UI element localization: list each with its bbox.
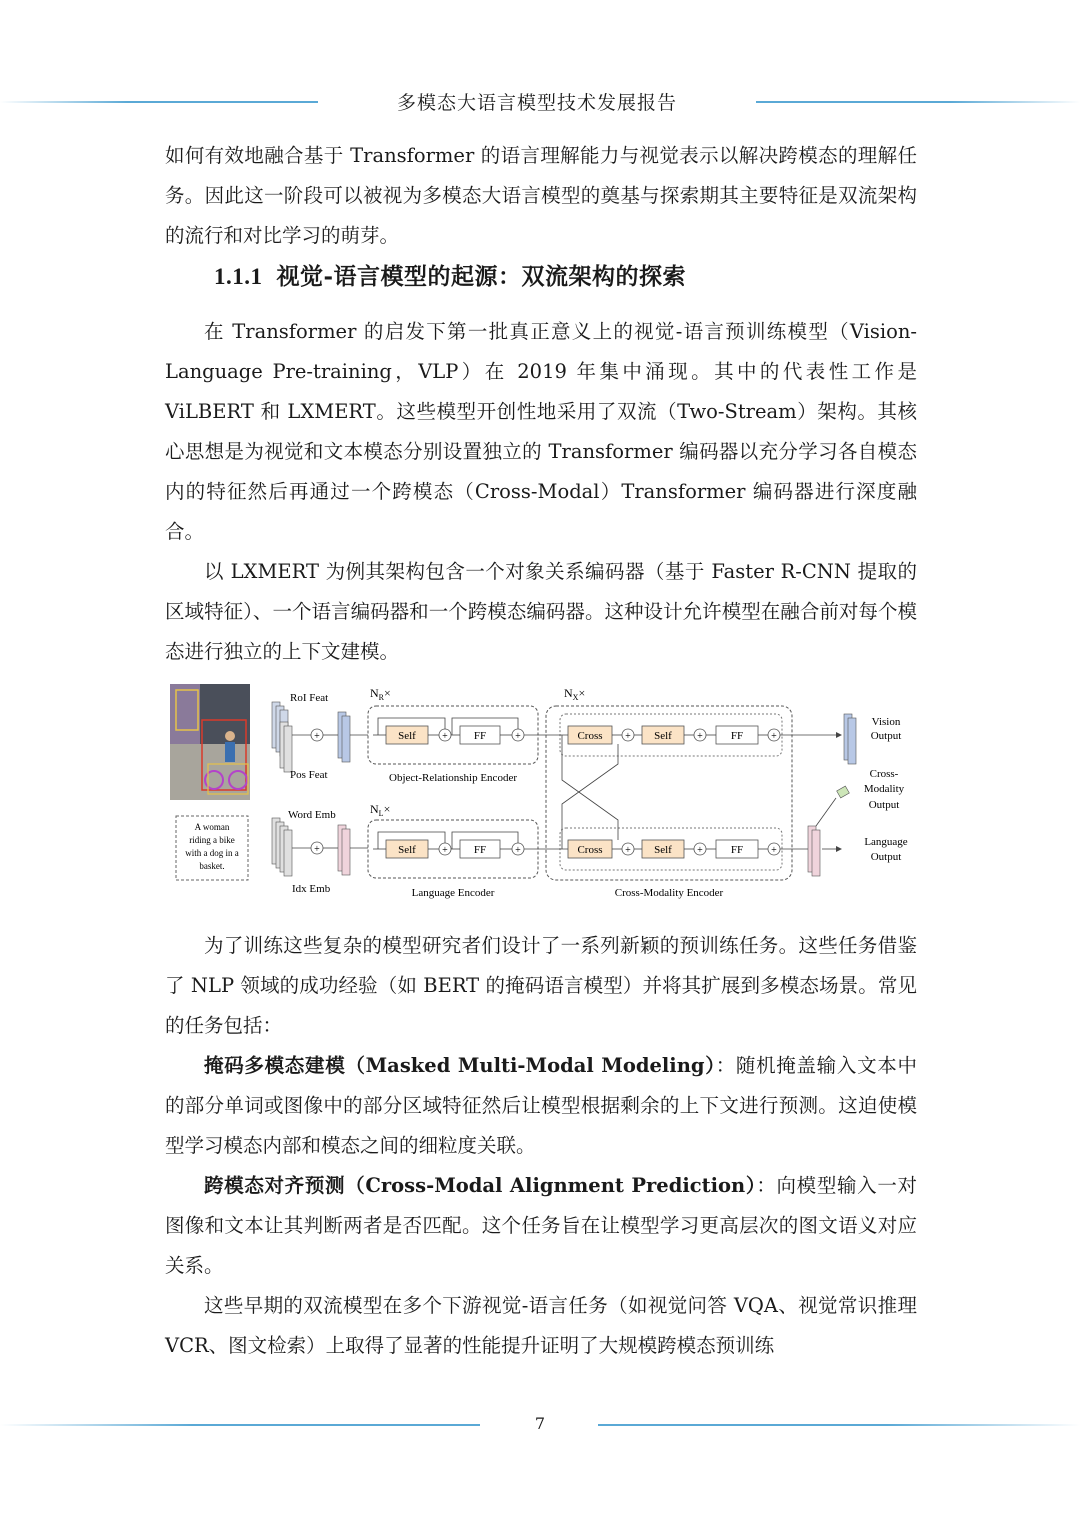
term-bold: 跨模态对齐预测（Cross-Modal Alignment Prediction） xyxy=(204,1174,757,1197)
feedforward-block: FF xyxy=(730,730,744,742)
cross-encoder-label: Cross-Modality Encoder xyxy=(614,887,724,899)
paragraph-text: 如何有效地融合基于 Transformer 的语言理解能力与视觉表示以解决跨模态的理解任务。因此这一阶段可以被视为多模态大语言模型的奠基与探索期其主要特征是双流架构的流行和对比学习的萌芽。 xyxy=(165,144,917,247)
paragraph-text: 在 Transformer 的启发下第一批真正意义上的视觉-语言预训练模型（Vision-Language Pre-training，VLP）在 2019 年集中涌现。其中的代表性工作是 ViLBERT 和 LXMERT。这些模型开创性地采用了双流（Two-Stream）架构。其核心思想是为视觉和文本模态分别设置独立的 Transformer 编码器以充分学习各自模态内的特征然后再通过一个跨模态（Cross-Modal）Transformer 编码器进行深度融合。 xyxy=(165,320,917,543)
nl-repeat-label: $N_L\times$ xyxy=(370,802,391,818)
page-number: 7 xyxy=(534,1414,546,1433)
feedforward-block: FF xyxy=(473,844,487,856)
svg-text:+: + xyxy=(625,845,631,856)
cross-modality-output xyxy=(816,786,849,826)
architecture-diagram xyxy=(168,680,916,910)
svg-text:+: + xyxy=(442,731,448,742)
svg-text:Output: Output xyxy=(870,851,902,863)
paragraph-pretraining xyxy=(165,926,917,1046)
plus-symbol: + xyxy=(314,731,320,742)
word-emb-label: Word Emb xyxy=(288,809,336,821)
nx-repeat-label: $N_X\times$ xyxy=(564,686,586,702)
header-rule-right xyxy=(756,101,1080,103)
cross-attention-block: Cross xyxy=(577,730,603,742)
feedforward-block: FF xyxy=(473,730,487,742)
roi-feat-label: RoI Feat xyxy=(290,692,329,704)
paragraph-results xyxy=(165,1286,917,1366)
paragraph-text: 这些早期的双流模型在多个下游视觉-语言任务（如视觉问答 VQA、视觉常识推理 VCR、图文检索）上取得了显著的性能提升证明了大规模跨模态预训练 xyxy=(165,1294,917,1357)
paragraph-lxmert xyxy=(165,552,917,672)
feedforward-block: FF xyxy=(730,844,744,856)
term-bold: 掩码多模态建模（Masked Multi-Modal Modeling） xyxy=(204,1054,716,1077)
paragraph-mmm xyxy=(165,1046,917,1166)
section-heading xyxy=(214,258,966,291)
language-output-label: Language xyxy=(864,836,908,848)
language-output-stack xyxy=(808,826,820,876)
language-embedding-stack xyxy=(338,825,350,875)
section-title: 视觉-语言模型的起源：双流架构的探索 xyxy=(276,263,687,290)
svg-text:+: + xyxy=(697,731,703,742)
paragraph-intro xyxy=(165,136,917,256)
svg-text:+: + xyxy=(442,845,448,856)
input-caption-box xyxy=(176,816,248,880)
vision-output-label: Vision xyxy=(871,716,901,728)
svg-text:Output: Output xyxy=(870,730,902,742)
pos-feature-stack xyxy=(280,722,292,772)
vision-output-stack xyxy=(844,714,856,764)
caption-line: A woman xyxy=(194,822,230,832)
word-embedding-stack xyxy=(272,818,292,876)
input-image xyxy=(170,684,250,800)
nr-repeat-label: $N_R\times$ xyxy=(370,686,391,702)
visual-embedding-stack xyxy=(338,712,350,762)
self-attention-block: Self xyxy=(398,730,416,742)
object-encoder-label: Object-Relationship Encoder xyxy=(389,772,517,784)
paragraph-text: ：向模型输入一对图像和文本让其判断两者是否匹配。这个任务旨在让模型学习更高层次的图文语义对应关系。 xyxy=(165,1174,917,1277)
svg-text:+: + xyxy=(625,731,631,742)
cross-modality-encoder xyxy=(546,686,792,899)
self-attention-block: Self xyxy=(398,844,416,856)
language-encoder xyxy=(368,802,538,899)
svg-text:+: + xyxy=(515,845,521,856)
pos-feat-label: Pos Feat xyxy=(290,769,328,781)
self-attention-block: Self xyxy=(654,844,672,856)
footer-rule-right xyxy=(598,1424,1080,1426)
language-encoder-label: Language Encoder xyxy=(411,887,495,899)
plus-symbol: + xyxy=(314,844,320,855)
self-attention-block: Self xyxy=(654,730,672,742)
caption-line: riding a bike xyxy=(189,835,235,845)
header-rule-left xyxy=(0,101,318,103)
svg-text:Output: Output xyxy=(868,799,900,811)
caption-line: basket. xyxy=(199,861,225,871)
section-number: 1.1.1 xyxy=(214,264,263,289)
paragraph-text: ：随机掩盖输入文本中的部分单词或图像中的部分区域特征然后让模型根据剩余的上下文进行预测。这迫使模型学习模态内部和模态之间的细粒度关联。 xyxy=(165,1054,917,1157)
paragraph-vlp xyxy=(165,312,917,552)
caption-line: with a dog in a xyxy=(185,848,239,858)
svg-text:+: + xyxy=(771,845,777,856)
svg-text:+: + xyxy=(515,731,521,742)
running-header: 多模态大语言模型技术发展报告 xyxy=(396,92,677,114)
idx-emb-label: Idx Emb xyxy=(292,883,331,895)
cross-output-label: Cross- xyxy=(869,768,899,780)
svg-text:Modality: Modality xyxy=(863,783,905,795)
paragraph-text: 以 LXMERT 为例其架构包含一个对象关系编码器（基于 Faster R-CNN 提取的区域特征）、一个语言编码器和一个跨模态编码器。这种设计允许模型在融合前对每个模态进行独立的上下文建模。 xyxy=(165,560,917,663)
paragraph-text: 为了训练这些复杂的模型研究者们设计了一系列新颖的预训练任务。这些任务借鉴了 NLP 领域的成功经验（如 BERT 的掩码语言模型）并将其扩展到多模态场景。常见的任务包括： xyxy=(165,934,917,1037)
lxmert-architecture-figure xyxy=(168,680,916,910)
paragraph-alignment xyxy=(165,1166,917,1286)
footer-rule-left xyxy=(0,1424,480,1426)
cross-attention-block: Cross xyxy=(577,844,603,856)
svg-text:+: + xyxy=(771,731,777,742)
svg-text:+: + xyxy=(697,845,703,856)
object-relationship-encoder xyxy=(368,686,538,784)
